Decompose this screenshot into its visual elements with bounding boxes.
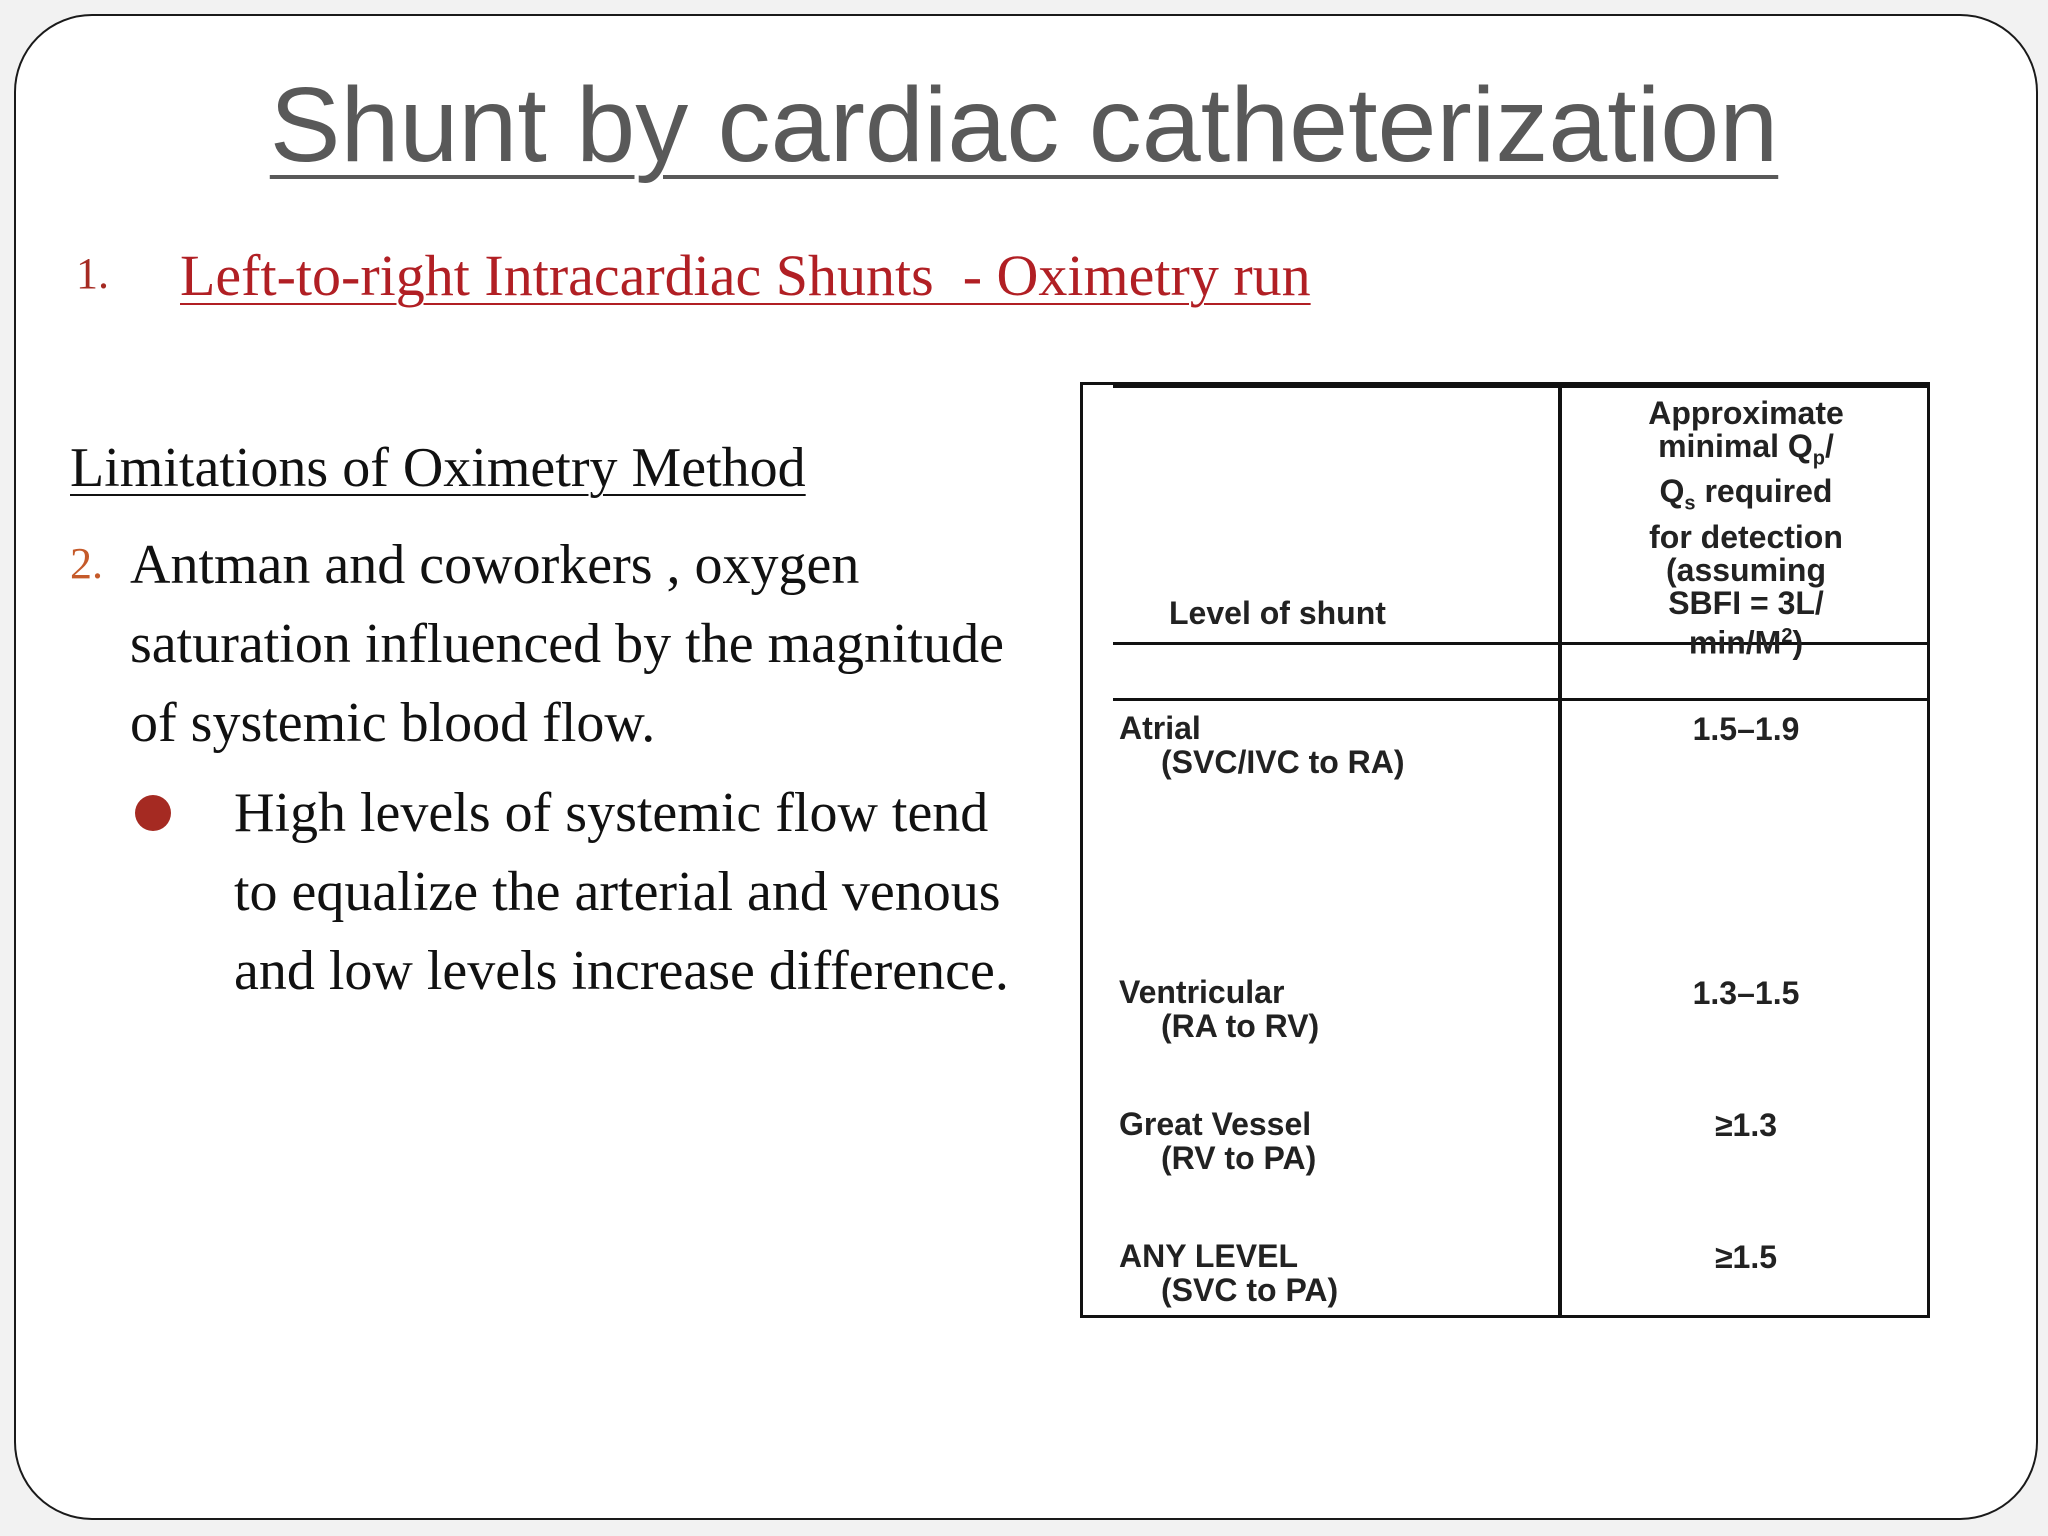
table-row-level [1119, 1239, 1338, 1307]
row-level-name: Great Vessel [1119, 1106, 1312, 1142]
row-level-detail: (RA to RV) [1161, 1008, 1320, 1044]
row-level-name: Ventricular [1119, 974, 1285, 1010]
table-row-value: ≥1.3 [1714, 1107, 1778, 1143]
slide-title: Shunt by cardiac catheterization [269, 66, 1779, 184]
table-header-level: Level of shunt [1169, 595, 1386, 631]
row-level-name: Atrial [1119, 710, 1201, 746]
section-number: 1. [76, 249, 109, 298]
row-level-name: ANY LEVEL [1119, 1238, 1298, 1274]
limitations-heading: Limitations of Oximetry Method [70, 437, 806, 499]
table-header-approx: Approximate minimal $Q_p/$ $Q_s$ required for detection (assuming SBFI = 3L/ $\min/M^2$) [1648, 395, 1844, 661]
bullet-dot-icon [135, 795, 171, 831]
point-text: Antman and coworkers , oxygen saturation influenced by the magnitude of systemic blood flow. [130, 534, 1004, 754]
point-number: 2. [70, 539, 103, 588]
table-row-value: 1.3–1.5 [1692, 975, 1800, 1011]
row-level-detail: (SVC/IVC to RA) [1161, 744, 1405, 780]
table-row-value: ≥1.5 [1714, 1239, 1778, 1275]
table-row-level [1119, 711, 1405, 779]
table-rule-body [1113, 698, 1927, 701]
row-level-detail: (SVC to PA) [1161, 1272, 1339, 1308]
table-rule-top [1113, 385, 1927, 388]
section-heading: Left-to-right Intracardiac Shunts - Oximetry run [180, 243, 1311, 308]
table-row-value: 1.5–1.9 [1692, 711, 1800, 747]
row-level-detail: (RV to PA) [1161, 1140, 1317, 1176]
shunt-detection-table [1080, 382, 1930, 1318]
table-row-level [1119, 975, 1319, 1043]
table-row-level [1119, 1107, 1316, 1175]
bullet-text: High levels of systemic flow tend to equalize the arterial and venous and low levels increase difference. [234, 782, 1009, 1002]
